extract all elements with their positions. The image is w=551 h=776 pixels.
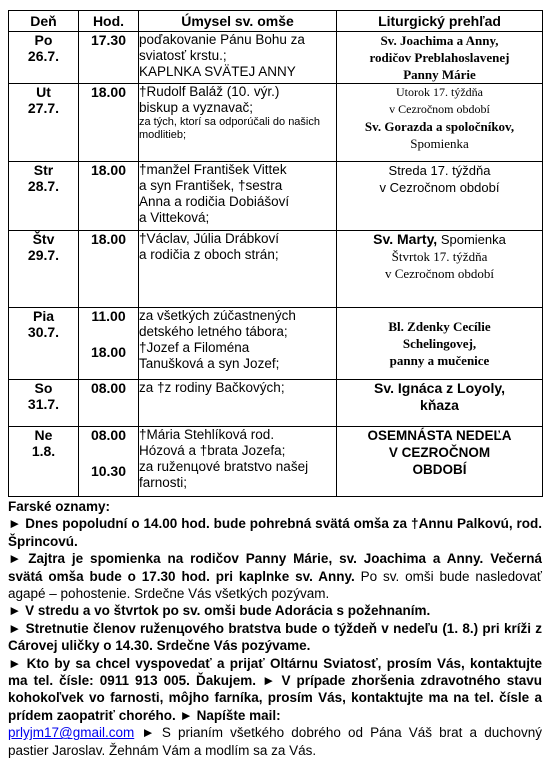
day-cell [9, 231, 79, 308]
day-cell [9, 162, 79, 231]
liturgy-line: Panny Márie [403, 67, 476, 82]
intention-line: a syn František, †sestra [139, 178, 283, 193]
intention-cell [139, 32, 337, 84]
announcement-item [8, 724, 542, 759]
intention-line: detského letného tábora; [139, 324, 288, 339]
intention-cell [139, 380, 337, 427]
announcement-item: ► Kto by sa chcel vyspovedať a prijať Oltárnu Sviatosť, prosím Vás, kontaktujte ma tel. čísle: 0911 913 005. Ďakujem. ► V prípade zhoršenia zdravotného stavu kohokoľvek vo farnosti, môjho farníka, prosím Vás, kontaktujte ma na tel. čísle a prídem zaopatriť chorého. ► Napíšte mail: [8, 655, 542, 723]
day-date: 31.7. [27, 396, 60, 412]
day-date: 26.7. [27, 48, 60, 64]
header-hour: Hod. [79, 11, 139, 32]
mass-time: 17.30 [90, 32, 127, 48]
liturgy-cell [337, 308, 543, 380]
table-row [9, 231, 543, 308]
intention-cell [139, 231, 337, 308]
day-name: Po [34, 32, 53, 48]
mass-time: 10.30 [90, 463, 127, 479]
hour-cell [79, 32, 139, 84]
table-row [9, 162, 543, 231]
liturgy-cell [337, 380, 543, 427]
hour-cell [79, 380, 139, 427]
liturgy-line: Utorok 17. týždňa [396, 85, 483, 99]
mass-time: 18.00 [90, 84, 127, 100]
table-header-row [9, 11, 543, 32]
day-date: 29.7. [27, 247, 60, 263]
intention-line: †Mária Stehlíková rod. [139, 427, 275, 442]
closing-text: ► S prianím všetkého dobrého od Pána Váš brat a duchovný pastier Jaroslav. Žehnám Vám a modlím sa za Vás. [8, 725, 542, 758]
day-name: Str [33, 162, 54, 178]
liturgy-cell [337, 84, 543, 162]
day-date: 1.8. [31, 443, 56, 459]
intention-line: za všetkých zúčastnených [139, 308, 296, 323]
email-link[interactable]: prlyjm17@gmail.com [8, 725, 135, 741]
hour-cell [79, 84, 139, 162]
intention-line: Anna a rodičia Dobiášoví [139, 194, 290, 209]
liturgy-line [337, 231, 542, 248]
day-date: 27.7. [27, 100, 60, 116]
liturgy-cell [337, 427, 543, 497]
intention-cell [139, 308, 337, 380]
hour-cell [79, 308, 139, 380]
day-cell [9, 380, 79, 427]
intention-line: za †z rodiny Bačkových; [139, 380, 285, 395]
header-day: Deň [9, 11, 79, 32]
day-date: 30.7. [27, 324, 60, 340]
mass-time: 11.00 [91, 308, 126, 324]
announcement-item: ► V stredu a vo štvrtok po sv. omši bude Adorácia s požehnaním. [8, 603, 431, 619]
liturgy-line: OSEMNÁSTA NEDEĽA [367, 428, 512, 443]
announcements-heading: Farské oznamy: [8, 499, 111, 514]
intention-cell [139, 427, 337, 497]
liturgy-line: Štvrtok 17. týždňa [391, 249, 488, 264]
intention-line: Hózová a †brata Jozefa; [139, 443, 286, 458]
day-name: Ut [36, 84, 51, 100]
liturgy-line: v Cezročnom období [389, 102, 490, 116]
intention-line: KAPLNKA SVÄTEJ ANNY [139, 64, 296, 79]
liturgy-line: Sv. Joachima a Anny, [380, 33, 499, 48]
day-cell [9, 427, 79, 497]
mass-time: 08.00 [90, 427, 127, 443]
liturgy-line: Sv. Ignáca z Loyoly, [374, 380, 505, 396]
header-intention: Úmysel sv. omše [139, 11, 337, 32]
mass-time: 08.00 [90, 380, 127, 396]
mass-schedule-table [8, 10, 543, 497]
day-cell [9, 308, 79, 380]
day-name: Štv [32, 231, 55, 247]
intention-line: a rodičia z oboch strán; [139, 247, 279, 262]
intention-cell [139, 162, 337, 231]
day-name: Pia [32, 308, 54, 324]
liturgy-line: Schelingovej, [402, 336, 477, 351]
liturgy-line: kňaza [420, 397, 459, 413]
liturgy-line: Spomienka [410, 136, 469, 151]
intention-line: Tanušková a syn Jozef; [139, 356, 280, 371]
mass-time: 18.00 [90, 344, 127, 360]
day-name: Ne [34, 427, 53, 443]
table-row [9, 84, 543, 162]
hour-cell [79, 231, 139, 308]
liturgy-line: v Cezročnom období [384, 266, 495, 281]
liturgy-cell [337, 162, 543, 231]
liturgy-line: rodičov Preblahoslavenej [369, 50, 510, 65]
liturgy-line: Sv. Gorazda a spoločníkov, [364, 119, 515, 134]
intention-note: za tých, ktorí sa odporúčali do našich modlitieb; [139, 116, 320, 141]
table-row [9, 308, 543, 380]
intention-cell [139, 84, 337, 162]
intention-line: za ruženцové bratstvo našej [139, 459, 309, 474]
hour-cell [79, 162, 139, 231]
intention-line: poďakovanie Pánu Bohu za sviatosť krstu.; [139, 32, 305, 63]
table-row [9, 427, 543, 497]
liturgy-line: panny a mučenice [389, 353, 490, 368]
day-cell [9, 32, 79, 84]
intention-line: †Václav, Júlia Drábkoví [139, 231, 280, 246]
liturgy-line: Bl. Zdenky Cecílie [388, 319, 491, 334]
liturgy-line: v Cezročnom období [379, 180, 500, 195]
day-name: So [34, 380, 53, 396]
liturgy-cell [337, 32, 543, 84]
mass-time: 18.00 [90, 231, 127, 247]
table-row [9, 32, 543, 84]
intention-line: farnosti; [139, 475, 188, 490]
announcement-bold: ► Zajtra je spomienka na rodičov Panny Márie, sv. Joachima a Anny. Večerná svätá omša bude o 17.30 hod. pri kaplnke sv. Anny. [8, 551, 542, 584]
day-date: 28.7. [27, 178, 60, 194]
liturgy-rank: Spomienka [437, 232, 506, 247]
liturgy-line: Streda 17. týždňa [388, 163, 491, 178]
intention-line: †Rudolf Baláž (10. výr.) [139, 84, 280, 99]
intention-line: biskup a vyznavač; [139, 100, 254, 115]
hour-cell [79, 427, 139, 497]
liturgy-line: V CEZROČNOM [388, 445, 491, 460]
liturgy-line: OBDOBÍ [412, 462, 467, 477]
announcement-text: Po sv. omši bude nasledovať agapé – pohostenie. Srdečne Vás všetkých pozývam. [8, 568, 542, 602]
liturgy-saint: Sv. Marty, [373, 231, 438, 247]
mass-time: 18.00 [90, 162, 127, 178]
parish-announcements [8, 498, 542, 759]
table-row [9, 380, 543, 427]
liturgy-cell [337, 231, 543, 308]
intention-line: †Jozef a Filoména [139, 340, 250, 355]
header-liturgy: Liturgický prehľad [337, 11, 543, 32]
intention-line: a Vitteková; [139, 210, 210, 225]
announcement-item: ► Dnes popoludní o 14.00 hod. bude pohrebná svätá omša za †Annu Palkovú, rod. Šprincovú. [8, 516, 542, 549]
announcement-item [8, 550, 542, 602]
intention-line: †manžel František Vittek [139, 162, 287, 177]
day-cell [9, 84, 79, 162]
announcement-item: ► Stretnutie členov ruženцového bratstva bude o týždeň v nedeľu (1. 8.) pri kríži z Cárovej uličky o 14.30. Srdečne Vás pozývame. [8, 620, 542, 654]
